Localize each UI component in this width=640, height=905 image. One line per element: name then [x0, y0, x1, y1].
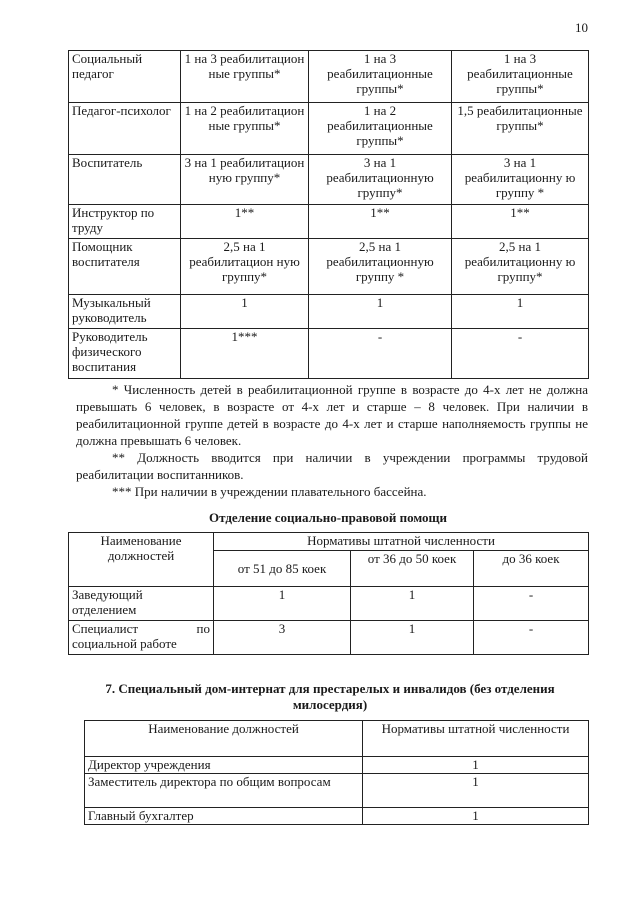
norm-cell: -	[452, 329, 589, 379]
position-name: Заведующий отделением	[69, 587, 214, 621]
norm-cell: 1 на 2 реабилитацион ные группы*	[181, 103, 309, 155]
header-positions: Наименование должностей	[85, 721, 363, 757]
norm-cell: 1	[309, 295, 452, 329]
norm-cell: 3	[214, 621, 351, 655]
norm-cell: 1***	[181, 329, 309, 379]
position-name: Руководитель физического воспитания	[69, 329, 181, 379]
table-row	[69, 205, 589, 239]
section-title-7: 7. Специальный дом-интернат для престарелых и инвалидов (без отделения милосердия)	[105, 681, 555, 712]
header-norms: Нормативы штатной численности	[214, 533, 589, 551]
position-name: Социальный педагог	[69, 51, 181, 103]
norm-cell: 1**	[181, 205, 309, 239]
norm-cell: 1	[363, 808, 589, 825]
position-name: Музыкальный руководитель	[69, 295, 181, 329]
position-name: Педагог-психолог	[69, 103, 181, 155]
footnote-3: *** При наличии в учреждении плавательного бассейна.	[112, 484, 427, 499]
norm-cell: -	[309, 329, 452, 379]
norm-cell: 1	[351, 587, 474, 621]
table-row	[85, 774, 589, 808]
position-name: Помощник воспитателя	[69, 239, 181, 295]
norm-cell: 1 на 3 реабилитационные группы*	[452, 51, 589, 103]
norm-cell: 1	[363, 774, 589, 808]
position-name: Директор учреждения	[85, 757, 363, 774]
header-norms: Нормативы штатной численности	[363, 721, 589, 757]
table-row	[69, 295, 589, 329]
section7-table	[84, 720, 589, 825]
header-col-36-50: от 36 до 50 коек	[351, 551, 474, 587]
norm-cell: 1,5 реабилитационные группы*	[452, 103, 589, 155]
table-row	[69, 51, 589, 103]
position-name: Главный бухгалтер	[85, 808, 363, 825]
table-row	[69, 621, 589, 655]
header-col-51-85: от 51 до 85 коек	[214, 551, 351, 587]
norm-cell: 3 на 1 реабилитацион ную группу*	[181, 155, 309, 205]
norm-cell: 1	[181, 295, 309, 329]
norm-cell: 1 на 3 реабилитацион ные группы*	[181, 51, 309, 103]
norm-cell: 2,5 на 1 реабилитационну ю группу*	[452, 239, 589, 295]
norm-cell: 1	[214, 587, 351, 621]
position-name: Специалист по социальной работе	[69, 621, 214, 655]
norm-cell: 2,5 на 1 реабилитацион ную группу*	[181, 239, 309, 295]
norm-cell: 3 на 1 реабилитационну ю группу *	[452, 155, 589, 205]
norm-cell: 1**	[452, 205, 589, 239]
table-row	[85, 808, 589, 825]
table-row	[85, 757, 589, 774]
position-name: Воспитатель	[69, 155, 181, 205]
norm-cell: 1	[452, 295, 589, 329]
footnotes	[76, 381, 588, 500]
header-positions: Наименование должностей	[69, 533, 214, 587]
norm-cell: 1 на 3 реабилитационные группы*	[309, 51, 452, 103]
table-row	[69, 239, 589, 295]
table-row	[69, 103, 589, 155]
position-name: Заместитель директора по общим вопросам	[85, 774, 363, 808]
norm-cell: 1 на 2 реабилитационные группы*	[309, 103, 452, 155]
footnote-1: * Численность детей в реабилитационной группе в возрасте до 4-х лет не должна превышать 6 человек, в возрасте от 4-х лет и старше – 8 человек. При наличии в реабилитационной группе детей в возрасте до 4-х лет и старше наполняемость группы не должна превышать 6 человек.	[76, 382, 588, 448]
table-row	[69, 587, 589, 621]
norm-cell: 3 на 1 реабилитационную группу*	[309, 155, 452, 205]
section-title-social-legal: Отделение социально-правовой помощи	[209, 510, 447, 525]
norm-cell: 1**	[309, 205, 452, 239]
table-row	[69, 155, 589, 205]
norm-cell: -	[474, 621, 589, 655]
norm-cell: 1	[363, 757, 589, 774]
table-row	[69, 329, 589, 379]
page-number: 10	[575, 20, 588, 35]
header-col-under-36: до 36 коек	[474, 551, 589, 587]
norm-cell: 2,5 на 1 реабилитационную группу *	[309, 239, 452, 295]
norm-cell: -	[474, 587, 589, 621]
footnote-2: ** Должность вводится при наличии в учреждении программы трудовой реабилитации воспитанников.	[76, 450, 588, 482]
social-legal-table	[68, 532, 589, 655]
staffing-table	[68, 50, 589, 379]
norm-cell: 1	[351, 621, 474, 655]
position-name: Инструктор по труду	[69, 205, 181, 239]
